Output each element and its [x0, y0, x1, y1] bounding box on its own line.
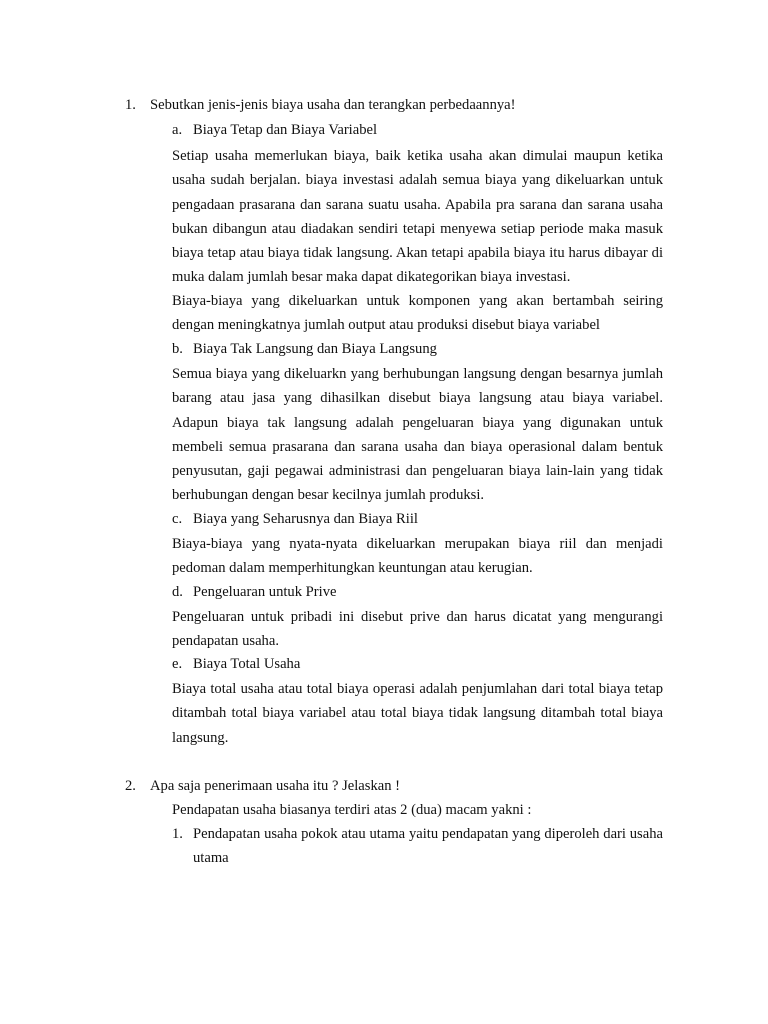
item-title: Biaya Tak Langsung dan Biaya Langsung	[193, 341, 437, 357]
item-title: Biaya yang Seharusnya dan Biaya Riil	[193, 511, 418, 527]
question-number: 2.	[125, 778, 136, 794]
list-item-text: Pendapatan usaha pokok atau utama yaitu pendapatan yang diperoleh dari usaha utama	[193, 826, 663, 867]
item-letter: a.	[172, 122, 183, 138]
item-title: Biaya Tetap dan Biaya Variabel	[193, 122, 378, 138]
item-letter: b.	[172, 341, 183, 357]
item-paragraph: Biaya-biaya yang dikeluarkan untuk komponen yang akan bertambah seiring dengan meningkatnya jumlah output atau produksi disebut biaya variabel	[172, 293, 663, 334]
question-number: 1.	[125, 97, 136, 113]
list-item-number: 1.	[172, 826, 183, 842]
answer-intro: Pendapatan usaha biasanya terdiri atas 2 (dua) macam yakni :	[172, 802, 532, 818]
item-paragraph: Biaya-biaya yang nyata-nyata dikeluarkan merupakan biaya riil dan menjadi pedoman dalam memperhitungkan keuntungan atau kerugian.	[172, 536, 663, 577]
item-letter: e.	[172, 656, 183, 672]
item-letter: d.	[172, 584, 183, 600]
item-title: Pengeluaran untuk Prive	[193, 584, 337, 600]
item-paragraph: Semua biaya yang dikeluarkn yang berhubungan langsung dengan besarnya jumlah barang atau jasa yang dihasilkan disebut biaya langsung atau biaya variabel. Adapun biaya tak langsung adalah pengeluaran biaya yang digunakan untuk membeli semua prasarana dan sarana usaha dan biaya operasional dalam bentuk penyusutan, gaji pegawai administrasi dan pengeluaran biaya lain-lain yang tidak berhubungan dengan besar kecilnya jumlah produksi.	[172, 366, 663, 504]
item-paragraph: Biaya total usaha atau total biaya operasi adalah penjumlahan dari total biaya tetap ditambah total biaya variabel atau total biaya tidak langsung ditambah total biaya langsung.	[172, 681, 663, 746]
item-title: Biaya Total Usaha	[193, 656, 301, 672]
question-text: Sebutkan jenis-jenis biaya usaha dan terangkan perbedaannya!	[150, 97, 516, 113]
question-text: Apa saja penerimaan usaha itu ? Jelaskan !	[150, 778, 401, 794]
item-paragraph: Pengeluaran untuk pribadi ini disebut prive dan harus dicatat yang mengurangi pendapatan usaha.	[172, 609, 663, 650]
item-letter: c.	[172, 511, 183, 527]
item-paragraph: Setiap usaha memerlukan biaya, baik ketika usaha akan dimulai maupun ketika usaha sudah berjalan. biaya investasi adalah semua biaya yang dikeluarkan untuk pengadaan prasarana dan sarana suatu usaha. Apabila pra sarana dan sarana usaha bukan dibangun atau diadakan sendiri tetapi menyewa setiap periode maka masuk biaya tetap atau biaya tidak langsung. Akan tetapi apabila biaya itu harus dibayar di muka dalam jumlah besar maka dapat dikategorikan biaya investasi.	[172, 148, 663, 286]
